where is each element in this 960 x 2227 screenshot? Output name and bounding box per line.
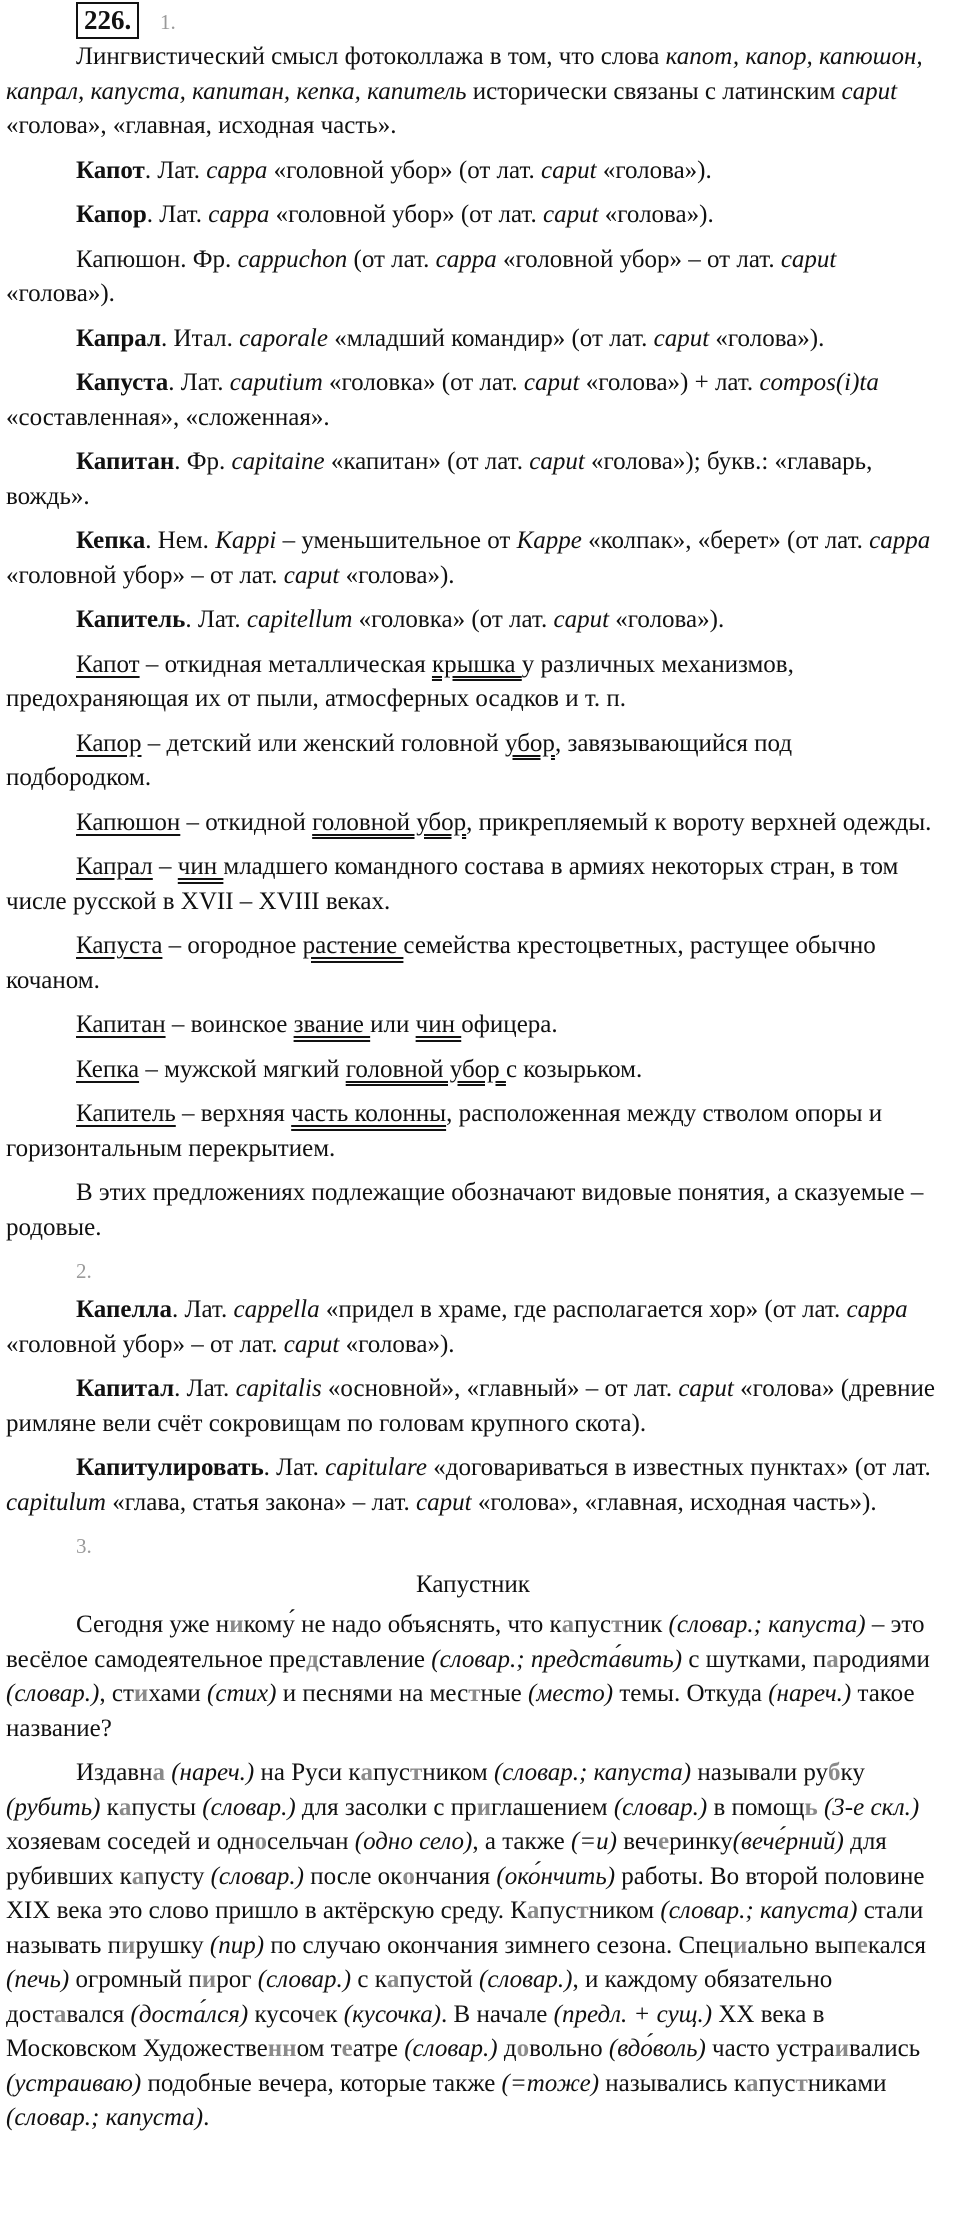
text: офицера. [461, 1011, 558, 1038]
text: . Лат. [168, 369, 230, 396]
text: пусты [131, 1793, 203, 1821]
text: к [100, 1793, 119, 1821]
orthogram: и [476, 1793, 491, 1821]
text: «головной убор» – от лат. [6, 1330, 284, 1358]
orthogram: т [468, 1680, 481, 1707]
headword: Капор [76, 201, 147, 228]
orthogram: и [733, 1931, 748, 1959]
text: . Лат. [174, 1375, 236, 1402]
text: – [152, 853, 178, 880]
text: «голова»). [709, 324, 825, 352]
hint: (словар.; капуста) [493, 1759, 692, 1786]
latin-word: caput [653, 324, 710, 352]
etymology-kapor [6, 198, 940, 233]
text-title: Капустник [416, 1571, 530, 1598]
word-list: капот, капор, капюшон, капрал, капуста, капитан, кепка, капитель [6, 43, 923, 105]
hint: (стих) [207, 1680, 277, 1707]
latin-word: cappella [233, 1296, 320, 1323]
text: после ок [304, 1862, 403, 1890]
text: , завязывающийся под подбородком. [6, 729, 793, 791]
hint: (словар.; капуста) [660, 1897, 858, 1924]
text: , прикрепляемый к вороту верхней одежды. [466, 808, 932, 836]
text: , и каждому обязательно дост [6, 1966, 833, 2028]
orthogram: а [826, 1645, 839, 1673]
orthogram: а [360, 1759, 373, 1786]
text: «голова»). [598, 201, 714, 228]
subject: Капитан [76, 1011, 166, 1038]
hint: (словар.; предста́вить) [431, 1645, 683, 1673]
text: пусту [144, 1862, 211, 1890]
latin-word: caporale [239, 324, 328, 352]
text: . Лат. [146, 201, 209, 228]
intro-paragraph [6, 40, 940, 144]
definition-kapot [6, 648, 940, 717]
hint: (печь) [6, 1966, 70, 1993]
text: для засолки с пр [295, 1793, 477, 1821]
text: рушку [135, 1931, 210, 1959]
hint: (пир) [209, 1931, 265, 1959]
headword: Капуста [76, 369, 169, 396]
text: «головной убор» (от лат. [269, 201, 543, 228]
hint: (словар.) [404, 2035, 498, 2062]
latin-word: Kappi [215, 527, 277, 554]
orthogram: нн [267, 2035, 297, 2062]
headword: Капитан [76, 448, 175, 475]
latin-word: caput [678, 1375, 734, 1402]
orthogram: а [53, 2000, 67, 2028]
text: атре [352, 2035, 405, 2062]
orthogram: а [152, 1759, 165, 1786]
text: «голова», «главная, исходная часть»). [471, 1488, 877, 1516]
headword: Капитал [76, 1375, 175, 1402]
text: ринку [669, 1828, 733, 1855]
orthogram: и [133, 1680, 149, 1707]
text: ом т [296, 2035, 342, 2062]
text: «договариваться в известных пунктах» (от лат. [426, 1454, 931, 1481]
orthogram: б [828, 1759, 841, 1786]
text: темы. Откуда [613, 1680, 769, 1707]
text: нчания [414, 1862, 497, 1890]
text: . [203, 2104, 210, 2131]
text: пус [539, 1897, 577, 1924]
orthogram: а [745, 2069, 759, 2097]
headword: Капитель [76, 606, 186, 633]
text: «глава, статья закона» – лат. [106, 1488, 417, 1516]
orthogram: е [856, 1931, 868, 1959]
text: «головной убор» (от лат. [267, 156, 542, 184]
headword: Капелла [76, 1296, 173, 1323]
predicate: крышка [431, 650, 522, 678]
orthogram: ь [804, 1793, 818, 1821]
hint: (словар.; капуста) [668, 1611, 866, 1638]
orthogram: а [386, 1966, 400, 1993]
latin-word: capitalis [235, 1375, 322, 1402]
text: рог [216, 1966, 258, 1993]
text: с козырьком. [505, 1055, 643, 1083]
text-paragraph-2 [6, 1756, 940, 2136]
text: с к [351, 1966, 387, 1993]
predicate: чин [415, 1011, 462, 1038]
text: (от лат. [347, 245, 436, 273]
latin-word: cappuchon [237, 245, 348, 273]
text: – воинское [165, 1011, 294, 1038]
text: младшего командного состава в армиях некоторых стран, в том числе русской в XVII – XVIII веках. [6, 853, 899, 915]
subject: Капор [76, 729, 142, 757]
text: «колпак», «берет» (от лат. [581, 527, 870, 554]
latin-word: capitulare [325, 1454, 427, 1481]
text: огромный п [69, 1966, 202, 1993]
text: пус [758, 2069, 796, 2097]
etymology-kapitel [6, 603, 940, 638]
text: – мужской мягкий [139, 1055, 346, 1083]
text: пус [574, 1611, 612, 1638]
text: «головной убор» – от лат. [496, 245, 781, 273]
text: назывались к [599, 2069, 746, 2097]
etymology-kapital [6, 1372, 940, 1441]
text: ные [480, 1680, 529, 1707]
definition-kepka [6, 1053, 940, 1088]
headword: Капитулировать [76, 1454, 264, 1481]
text: на Руси к [254, 1759, 361, 1786]
subject: Капот [76, 650, 140, 678]
etymology-kepka [6, 524, 940, 593]
text: или [370, 1011, 416, 1038]
text: – откидной [180, 808, 313, 836]
text: , ст [99, 1680, 134, 1707]
text: , расположенная между стволом опоры и горизонтальным перекрытием. [6, 1100, 883, 1162]
orthogram: и [229, 1611, 244, 1638]
orthogram: т [576, 1897, 589, 1924]
orthogram: а [526, 1897, 540, 1924]
latin-word: capitaine [231, 448, 325, 475]
text: . В начале [441, 2000, 554, 2028]
text: – откидная металлическая [139, 650, 432, 678]
definition-kapitan [6, 1008, 940, 1043]
subject: Капитель [76, 1100, 176, 1127]
text: ально вып [747, 1931, 857, 1959]
hint: (кусочка) [343, 2000, 442, 2028]
headword: Капот [76, 156, 145, 184]
headword: Капюшон [76, 245, 181, 273]
hint: (словар.) [202, 1793, 296, 1821]
text-paragraph-1 [6, 1608, 940, 1746]
hint: (место) [528, 1680, 614, 1707]
part-3-label: 3. [76, 1534, 92, 1558]
hint: (словар.) [479, 1966, 573, 1993]
text: вольно [529, 2035, 609, 2062]
text: пус [372, 1759, 410, 1786]
text: «голова»). [596, 156, 712, 184]
text: ку [840, 1759, 865, 1786]
orthogram: т [611, 1611, 624, 1638]
part-2-label: 2. [76, 1259, 92, 1283]
text: , а также [472, 1828, 571, 1855]
orthogram: т [409, 1759, 423, 1786]
orthogram: е [657, 1828, 670, 1855]
text: называли ру [691, 1759, 829, 1786]
latin-word: cappa [206, 156, 268, 184]
text: семейства крестоцветных, растущее обычно кочаном. [6, 932, 876, 994]
text: . Лат. [172, 1296, 234, 1323]
text: хозяевам соседей и одн [6, 1828, 255, 1855]
text: Сегодня уже н [76, 1611, 230, 1638]
part-1-label: 1. [160, 10, 176, 34]
text: ником [588, 1897, 661, 1924]
text: к [325, 2000, 344, 2028]
text: «голова»); букв.: «главарь, вождь». [6, 448, 873, 510]
etymology-kapral [6, 322, 940, 357]
hint: (доста́лся) [130, 2000, 249, 2028]
text: подобные вечера, которые также [141, 2069, 502, 2097]
orthogram: а [131, 1862, 145, 1890]
orthogram: т [795, 2069, 808, 2097]
text: . Фр. [174, 448, 232, 475]
definition-kapitel [6, 1097, 940, 1166]
predicate: растение [302, 932, 404, 959]
text: д [497, 2035, 517, 2062]
hint: (нареч.) [768, 1680, 852, 1707]
text: вались [848, 2035, 921, 2062]
predicate: чин [177, 853, 224, 880]
subject: Капрал [76, 853, 153, 880]
orthogram: и [834, 2035, 849, 2062]
exercise-header [6, 0, 940, 40]
exercise-number: 226. [76, 2, 139, 39]
latin-word: cappa [869, 527, 931, 554]
text: ником [422, 1759, 494, 1786]
text: «голова»). [339, 561, 455, 589]
text: исторически связаны с латинским [466, 77, 842, 105]
text: . Лат. [144, 156, 207, 184]
orthogram: и [201, 1966, 217, 1993]
hint: (одно село) [354, 1828, 473, 1855]
text: – огородное [162, 932, 303, 959]
etymology-kapot [6, 154, 940, 189]
hint: (вдо́воль) [608, 2035, 706, 2062]
text: «головка» (от лат. [352, 606, 554, 633]
text: «головной убор» – от лат. [6, 561, 284, 589]
orthogram: и [121, 1931, 136, 1959]
text: Лингвистический смысл фотоколлажа в том, что слова [76, 43, 666, 70]
text: хами [148, 1680, 208, 1707]
etymology-kapyushon [6, 243, 940, 312]
hint: (предл. + сущ.) [553, 2000, 713, 2028]
text: родиями [838, 1645, 930, 1673]
hint: (словар.) [613, 1793, 708, 1821]
orthogram: а [561, 1611, 575, 1638]
latin-word: caput [553, 606, 610, 633]
text: никами [807, 2069, 887, 2097]
text: «основной», «главный» – от лат. [321, 1375, 679, 1402]
text: часто устра [705, 2035, 835, 2062]
latin-word: caput [283, 561, 340, 589]
text: в помощ [707, 1793, 805, 1821]
latin-word: cappa [846, 1296, 908, 1323]
latin-word: compos(i)ta [759, 369, 879, 396]
latin-word: caput [541, 156, 597, 184]
definition-kapor [6, 727, 940, 796]
text: и песнями на мес [276, 1680, 469, 1707]
text: кусоч [248, 2000, 315, 2028]
definition-kapral [6, 850, 940, 919]
etymology-kapella [6, 1293, 940, 1362]
latin-word: caput [780, 245, 837, 273]
text: кался [867, 1931, 926, 1959]
latin-word: cappa [208, 201, 270, 228]
text: «голова»). [339, 1330, 455, 1358]
text: «голова», «главная, исходная часть». [6, 112, 397, 139]
hint: (словар.) [6, 1680, 100, 1707]
latin-word: caput [416, 1488, 472, 1516]
text: – уменьшительное от [276, 527, 517, 554]
text: для рубивших к [6, 1828, 887, 1890]
headword: Капрал [76, 324, 162, 352]
latin-word: caput [283, 1330, 340, 1358]
latin-word: caput [523, 369, 580, 396]
hint: (словар.; капуста) [6, 2104, 204, 2131]
text: ставление [318, 1645, 432, 1673]
hint: (=тоже) [501, 2069, 600, 2097]
text: пустой [399, 1966, 480, 1993]
conclusion-paragraph: В этих предложениях подлежащие обозначают видовые понятия, а сказуемые – родовые. [6, 1179, 924, 1241]
text: такое название? [6, 1680, 915, 1742]
text: у различных механизмов, предохраняющая их от пыли, атмосферных осадков и т. п. [6, 650, 794, 712]
predicate: головной убор [345, 1055, 506, 1083]
hint: (вече́рний) [732, 1828, 844, 1855]
text: XX века в Московском Художестве [6, 2000, 825, 2062]
definition-kapusta [6, 929, 940, 998]
orthogram: а [118, 1793, 132, 1821]
latin-word: capitulum [6, 1488, 106, 1516]
text: стали называть п [6, 1897, 924, 1959]
predicate: головной убор [312, 808, 467, 836]
text: «голова») + лат. [579, 369, 760, 396]
subject: Кепка [76, 1055, 140, 1083]
text: «составленная», «сложенная». [6, 403, 330, 431]
text: – верхняя [175, 1100, 292, 1127]
subject: Капюшон [76, 808, 181, 836]
subject: Капуста [76, 932, 163, 959]
orthogram: о [254, 1828, 267, 1855]
text: . Лат. [263, 1454, 326, 1481]
hint: (рубить) [6, 1793, 101, 1821]
etymology-kapitan [6, 445, 940, 514]
hint: (словар.) [257, 1966, 352, 1993]
text: «головка» (от лат. [322, 369, 524, 396]
etymology-kapitulirovat [6, 1451, 940, 1520]
orthogram: о [516, 2035, 530, 2062]
hint: (3-е скл.) [823, 1793, 920, 1821]
text: «голова»). [6, 280, 115, 307]
orthogram: д [306, 1645, 319, 1673]
text: глашением [491, 1793, 614, 1821]
hint: (око́нчить) [496, 1862, 616, 1890]
text: ник [623, 1611, 669, 1638]
predicate: звание [293, 1011, 371, 1038]
orthogram: е [314, 2000, 326, 2028]
hint: (нареч.) [171, 1759, 255, 1786]
text: . Лат. [185, 606, 247, 633]
etymology-kapusta [6, 366, 940, 435]
text: . Итал. [161, 324, 240, 352]
latin-word: caputium [229, 369, 323, 396]
latin-word: caput [542, 201, 599, 228]
text: вался [66, 2000, 131, 2028]
orthogram: е [341, 2035, 353, 2062]
text: сельчан [267, 1828, 355, 1855]
text: «придел в храме, где располагается хор» (от лат. [319, 1296, 847, 1323]
orthogram: о [402, 1862, 415, 1890]
latin-word: capitellum [246, 606, 353, 633]
text: «голова»). [609, 606, 725, 633]
latin-word: caput [841, 77, 898, 105]
text: . Фр. [180, 245, 238, 273]
text: . Нем. [145, 527, 216, 554]
hint: (устраиваю) [6, 2069, 142, 2097]
text: работы. Во второй половине XIX века это слово пришло в актёрскую среду. К [6, 1862, 925, 1924]
hint: (=и) [570, 1828, 617, 1855]
text: по случаю окончания зимнего сезона. Спец [264, 1931, 734, 1959]
predicate: часть колонны [291, 1100, 447, 1127]
headword: Кепка [76, 527, 146, 554]
latin-word: caput [529, 448, 585, 475]
text: – детский или женский головной [141, 729, 506, 757]
latin-word: cappa [435, 245, 497, 273]
text: «младший командир» (от лат. [327, 324, 654, 352]
text: веч [617, 1828, 658, 1855]
text: – это весёлое самодеятельное пре [6, 1611, 925, 1673]
text: кому́ не надо объяснять, что к [243, 1611, 562, 1638]
definition-kapyushon [6, 806, 940, 841]
text: Издавн [76, 1759, 153, 1786]
text: с шутками, п [682, 1645, 827, 1673]
text: «голова» (древние римляне вели счёт сокровищам по головам крупного скота). [6, 1375, 936, 1437]
latin-word: Kappe [516, 527, 582, 554]
hint: (словар.) [210, 1862, 304, 1890]
predicate: убор [505, 729, 555, 757]
text: «капитан» (от лат. [324, 448, 530, 475]
